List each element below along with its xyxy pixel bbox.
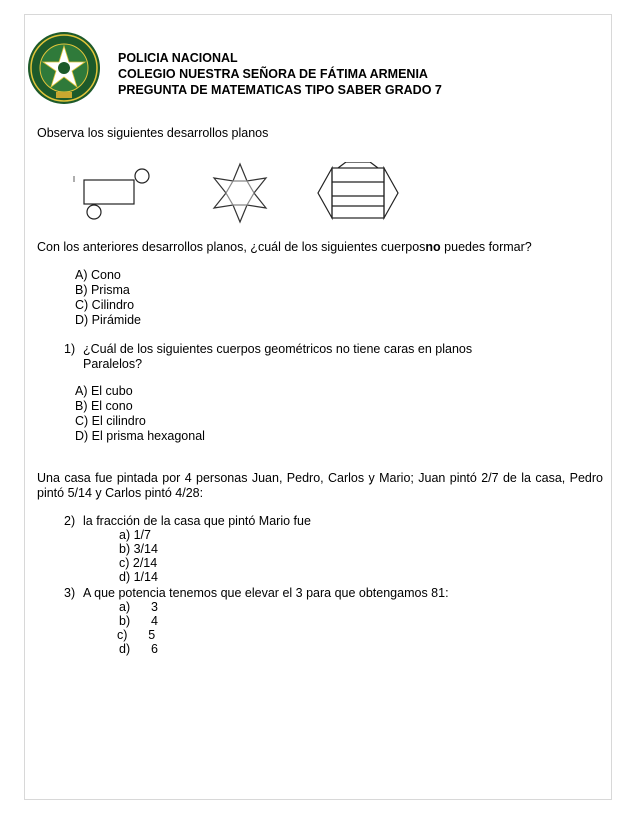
question-1-option: C) El cilindro — [75, 414, 146, 428]
question-2-option: d) 1/14 — [119, 570, 158, 584]
question-2-option: a) 1/7 — [119, 528, 151, 542]
hexagonal-prism-net-icon — [318, 162, 398, 218]
question-3-option: a) 3 — [119, 600, 158, 614]
star-pyramid-net-icon — [214, 164, 266, 222]
plane-nets-figures — [70, 162, 430, 224]
question-0-option: B) Prisma — [75, 283, 130, 297]
question-1-option: B) El cono — [75, 399, 133, 413]
cylinder-net-icon — [74, 169, 149, 219]
intro-text: Observa los siguientes desarrollos planos — [37, 126, 269, 140]
question-1-option: A) El cubo — [75, 384, 133, 398]
question-1-option: D) El prisma hexagonal — [75, 429, 205, 443]
question-1-number: 1) — [64, 342, 76, 356]
question-0-stem: Con los anteriores desarrollos planos, ¿cuál de los siguientes cuerposno puedes formar? — [37, 240, 532, 254]
question-3-option: c) 5 — [117, 628, 156, 642]
question-2-option: b) 3/14 — [119, 542, 158, 556]
question-3-option: b) 4 — [119, 614, 158, 628]
header-school: COLEGIO NUESTRA SEÑORA DE FÁTIMA ARMENIA — [118, 67, 428, 81]
question-1-stem-line2: Paralelos? — [83, 357, 143, 371]
problem-paragraph-line2: pintó 5/14 y Carlos pintó 4/28: — [37, 486, 204, 500]
question-0-option: C) Cilindro — [75, 298, 135, 312]
question-0-option: A) Cono — [75, 268, 121, 282]
problem-paragraph-line1: Una casa fue pintada por 4 personas Juan, Pedro, Carlos y Mario; Juan pintó 2/7 de la casa, Pedro — [37, 471, 603, 485]
question-3-option: d) 6 — [119, 642, 158, 656]
question-3-stem: A que potencia tenemos que elevar el 3 para que obtengamos 81: — [83, 586, 449, 600]
police-seal-logo — [26, 30, 102, 106]
header-test-title: PREGUNTA DE MATEMATICAS TIPO SABER GRADO 7 — [118, 83, 442, 97]
question-2-option: c) 2/14 — [119, 556, 158, 570]
document-header — [118, 50, 442, 98]
question-1-stem-line1: ¿Cuál de los siguientes cuerpos geométricos no tiene caras en planos — [83, 342, 473, 356]
question-0-option: D) Pirámide — [75, 313, 141, 327]
question-2-stem: la fracción de la casa que pintó Mario fue — [83, 514, 311, 528]
question-2-number: 2) — [64, 514, 76, 528]
header-institution: POLICIA NACIONAL — [118, 51, 238, 65]
question-3-number: 3) — [64, 586, 76, 600]
